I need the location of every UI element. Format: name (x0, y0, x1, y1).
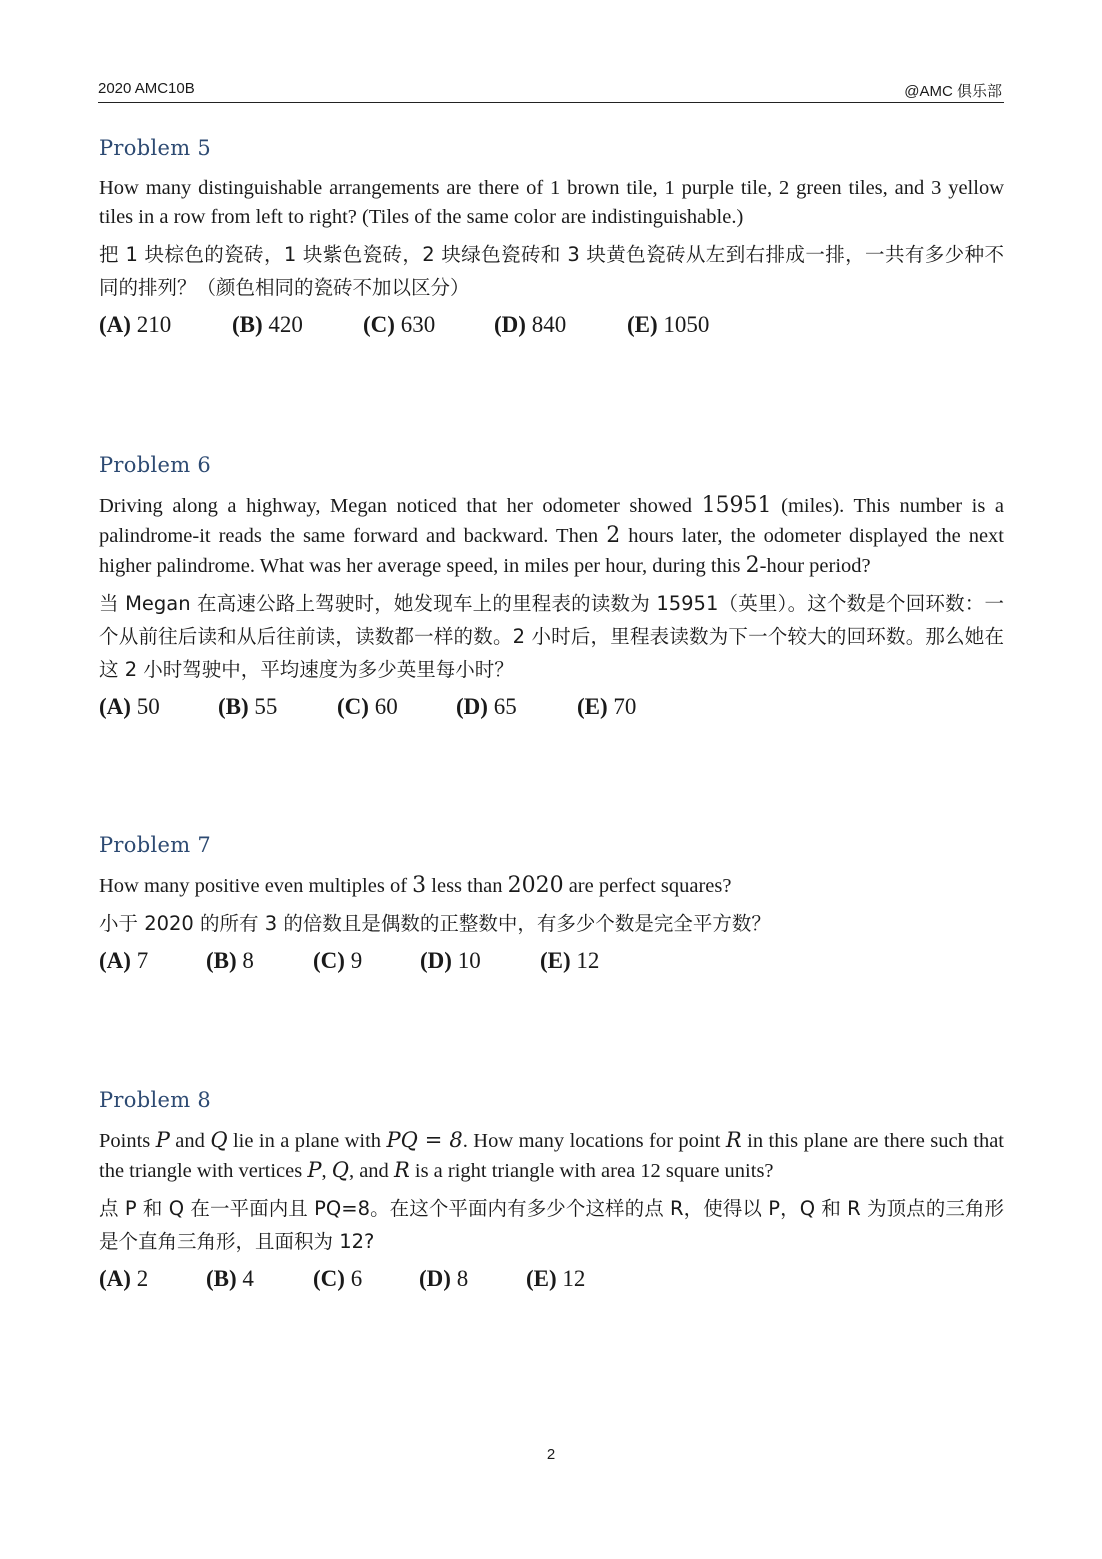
text-run: Points (99, 1130, 156, 1152)
choice-b (218, 694, 337, 720)
choice-value: 8 (456, 1266, 469, 1291)
choice-e (526, 1266, 585, 1292)
math-variable: R (393, 1158, 410, 1182)
text-run: lie in a plane with (227, 1130, 387, 1152)
choice-value: 7 (136, 948, 149, 973)
choice-c (337, 694, 456, 720)
math-number: 2 (745, 553, 760, 578)
text-run: How many positive even multiples of (99, 875, 413, 897)
choice-a (99, 312, 232, 338)
choice-value: 70 (613, 694, 637, 719)
problem-text-zh: 点 P 和 Q 在一平面内且 PQ=8。在这个平面内有多少个这样的点 R，使得以 P，Q 和 R 为顶点的三角形是个直角三角形，且面积为 12? (99, 1197, 1004, 1253)
math-variable: Q (210, 1128, 228, 1152)
choice-label: (B) (206, 1266, 237, 1291)
text-run: less than (426, 875, 508, 897)
math-number: 2 (606, 523, 621, 548)
choice-label: (D) (420, 948, 452, 973)
choice-value: 210 (136, 312, 172, 337)
choice-e (540, 948, 599, 974)
choice-label: (C) (313, 948, 345, 973)
choice-label: (A) (99, 694, 131, 719)
choice-value: 8 (242, 948, 254, 973)
problem-text-en (99, 871, 1004, 901)
choice-value: 2 (136, 1266, 149, 1291)
choice-value: 4 (242, 1266, 254, 1291)
text-run: in this plane are there such that the triangle with vertices (99, 1130, 1004, 1182)
problem-title: Problem 8 (99, 1088, 212, 1112)
choice-e (577, 694, 636, 720)
choice-label: (D) (494, 312, 526, 337)
choice-label: (B) (206, 948, 237, 973)
choice-value: 55 (254, 694, 278, 719)
choice-label: (E) (540, 948, 571, 973)
text-run: -hour period? (759, 555, 871, 577)
choice-value: 1050 (663, 312, 710, 337)
problem-5 (99, 136, 1004, 338)
choice-label: (E) (627, 312, 658, 337)
math-number: 3 (412, 873, 427, 898)
math-variable: P (307, 1158, 322, 1182)
choice-value: 10 (457, 948, 481, 973)
choice-label: (C) (363, 312, 395, 337)
text-run: , (321, 1160, 332, 1182)
problem-title: Problem 7 (99, 833, 212, 857)
choice-e (627, 312, 709, 338)
choice-d (419, 1266, 526, 1292)
choice-a (99, 1266, 206, 1292)
problem-text-en (99, 491, 1004, 581)
text-run: are perfect squares? (563, 875, 732, 897)
choice-value: 60 (374, 694, 398, 719)
answer-choices (99, 948, 1004, 974)
problem-6 (99, 453, 1004, 720)
answer-choices (99, 1266, 1004, 1292)
text-run: Driving along a highway, Megan noticed that her odometer showed (99, 495, 702, 517)
choice-label: (A) (99, 1266, 131, 1291)
choice-a (99, 948, 206, 974)
choice-d (456, 694, 577, 720)
text-run: (miles). This number is a palindrome-it reads the same forward and backward. Then (99, 495, 1004, 547)
choice-c (363, 312, 494, 338)
math-equation: PQ = 8 (386, 1128, 463, 1152)
choice-value: 12 (562, 1266, 586, 1291)
header-source: @AMC 俱乐部 (904, 83, 1002, 100)
choice-label: (B) (218, 694, 249, 719)
choice-value: 420 (268, 312, 303, 337)
text-run: . How many locations for point (462, 1130, 726, 1152)
math-number: 2020 (507, 873, 564, 898)
choice-label: (D) (456, 694, 488, 719)
choice-value: 12 (576, 948, 600, 973)
answer-choices (99, 312, 1004, 338)
choice-d (494, 312, 627, 338)
choice-value: 630 (400, 312, 436, 337)
choice-value: 840 (531, 312, 567, 337)
page-header (98, 80, 1004, 103)
problem-text-zh: 小于 2020 的所有 3 的倍数且是偶数的正整数中，有多少个数是完全平方数？ (99, 912, 771, 935)
math-variable: R (725, 1128, 742, 1152)
choice-label: (B) (232, 312, 263, 337)
choice-c (313, 1266, 419, 1292)
choice-label: (E) (577, 694, 608, 719)
choice-d (420, 948, 540, 974)
choice-c (313, 948, 420, 974)
math-number: 15951 (701, 493, 772, 518)
choice-b (232, 312, 363, 338)
text-run: hours later, the odometer displayed the next higher palindrome. What was her average speed, in miles per hour, during this (99, 525, 1004, 577)
problem-title: Problem 6 (99, 453, 212, 477)
choice-label: (D) (419, 1266, 451, 1291)
text-run: and (169, 1130, 211, 1152)
choice-label: (A) (99, 312, 131, 337)
choice-b (206, 948, 313, 974)
problem-7 (99, 833, 1004, 974)
choice-label: (C) (313, 1266, 345, 1291)
choice-label: (A) (99, 948, 131, 973)
math-variable: Q (331, 1158, 349, 1182)
choice-value: 50 (136, 694, 160, 719)
choice-b (206, 1266, 313, 1292)
problem-text-zh: 把 1 块棕色的瓷砖，1 块紫色瓷砖，2 块绿色瓷砖和 3 块黄色瓷砖从左到右排成一排，一共有多少种不同的排列？（颜色相同的瓷砖不加以区分） (99, 243, 1004, 299)
choice-value: 9 (350, 948, 363, 973)
page-number: 2 (546, 1446, 556, 1463)
choice-value: 6 (350, 1266, 363, 1291)
choice-a (99, 694, 218, 720)
text-run: , and (348, 1160, 394, 1182)
problem-8 (99, 1088, 1004, 1292)
choice-value: 65 (493, 694, 517, 719)
choice-label: (E) (526, 1266, 557, 1291)
problem-text-en: How many distinguishable arrangements are there of 1 brown tile, 1 purple tile, 2 green tiles, and 3 yellow tiles in a row from left to right? (Tiles of the same color are indistinguishable.) (99, 177, 1004, 228)
problem-text-en (99, 1126, 1004, 1186)
text-run: is a right triangle with area 12 square units? (409, 1160, 774, 1182)
problem-title: Problem 5 (99, 136, 212, 160)
answer-choices (99, 694, 1004, 720)
problem-text-zh: 当 Megan 在高速公路上驾驶时，她发现车上的里程表的读数为 15951（英里）。这个数是个回环数：一个从前往后读和从后往前读，读数都一样的数。2 小时后，里程表读数为下一个较大的回环数。那么她在这 2 小时驾驶中，平均速度为多少英里每小时？ (99, 592, 1004, 681)
header-title: 2020 AMC10B (98, 80, 195, 97)
math-variable: P (155, 1128, 170, 1152)
choice-label: (C) (337, 694, 369, 719)
